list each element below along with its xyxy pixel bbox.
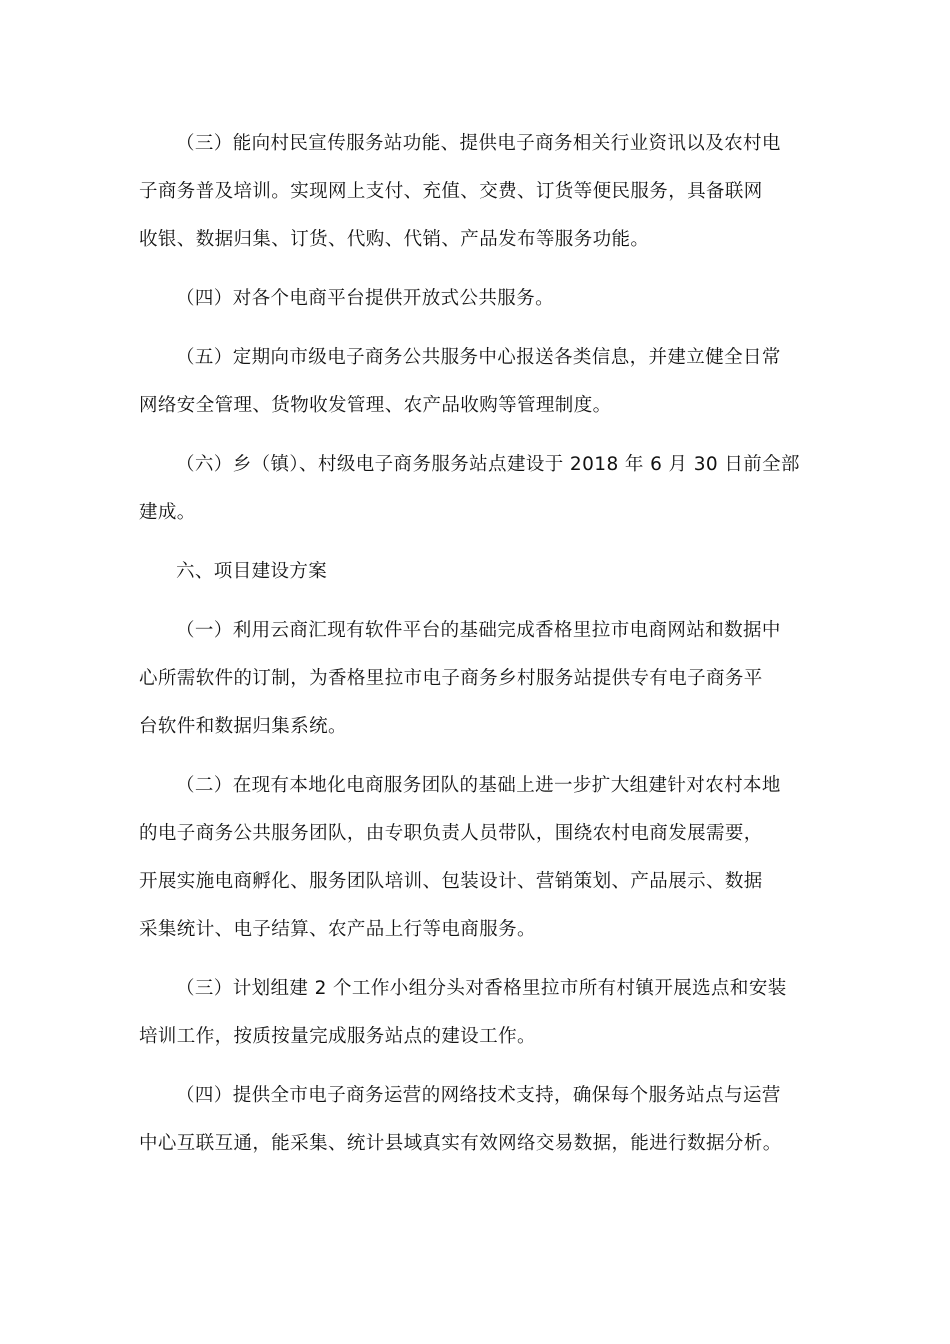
text-line: 收银、数据归集、订货、代购、代销、产品发布等服务功能。 [139, 229, 650, 250]
text-line: 开展实施电商孵化、服务团队培训、包装设计、营销策划、产品展示、数据 [139, 871, 763, 892]
text-line: 心所需软件的订制，为香格里拉市电子商务乡村服务站提供专有电子商务平 [139, 668, 763, 689]
paragraph-completion-deadline [139, 441, 823, 537]
paragraph-regular-reporting [139, 334, 823, 430]
paragraph-service-functions [139, 120, 823, 264]
text-line: 子商务普及培训。实现网上支付、充值、交费、订货等便民服务，具备联网 [139, 181, 763, 202]
text-line: 网络安全管理、货物收发管理、农产品收购等管理制度。 [139, 395, 612, 416]
text-line: （一）利用云商汇现有软件平台的基础完成香格里拉市电商网站和数据中 [176, 620, 781, 641]
text-line: 培训工作，按质按量完成服务站点的建设工作。 [139, 1026, 536, 1047]
text-line: 采集统计、电子结算、农产品上行等电商服务。 [139, 919, 536, 940]
text-line: （四）提供全市电子商务运营的网络技术支持，确保每个服务站点与运营 [176, 1085, 781, 1106]
document-body [139, 120, 823, 1179]
text-line: 建成。 [139, 502, 196, 523]
paragraph-work-groups [139, 965, 823, 1061]
text-line: （二）在现有本地化电商服务团队的基础上进一步扩大组建针对农村本地 [176, 775, 781, 796]
paragraph-open-public-service [139, 275, 823, 323]
paragraph-service-team [139, 762, 823, 954]
text-line: （四）对各个电商平台提供开放式公共服务。 [176, 288, 555, 309]
text-line: （六）乡（镇）、村级电子商务服务站点建设于 2018 年 6 月 30 日前全部 [176, 454, 800, 475]
text-line: （三）计划组建 2 个工作小组分头对香格里拉市所有村镇开展选点和安装 [176, 978, 787, 999]
text-line: 中心互联互通，能采集、统计县域真实有效网络交易数据，能进行数据分析。 [139, 1133, 782, 1154]
text-line: （五）定期向市级电子商务公共服务中心报送各类信息，并建立健全日常 [176, 347, 781, 368]
section-heading-text: 六、项目建设方案 [176, 561, 328, 582]
paragraph-software-platform [139, 607, 823, 751]
text-line: （三）能向村民宣传服务站功能、提供电子商务相关行业资讯以及农村电 [176, 133, 781, 154]
paragraph-network-support [139, 1072, 823, 1168]
text-line: 的电子商务公共服务团队，由专职负责人员带队，围绕农村电商发展需要， [139, 823, 763, 844]
section-heading [139, 548, 823, 596]
text-line: 台软件和数据归集系统。 [139, 716, 347, 737]
